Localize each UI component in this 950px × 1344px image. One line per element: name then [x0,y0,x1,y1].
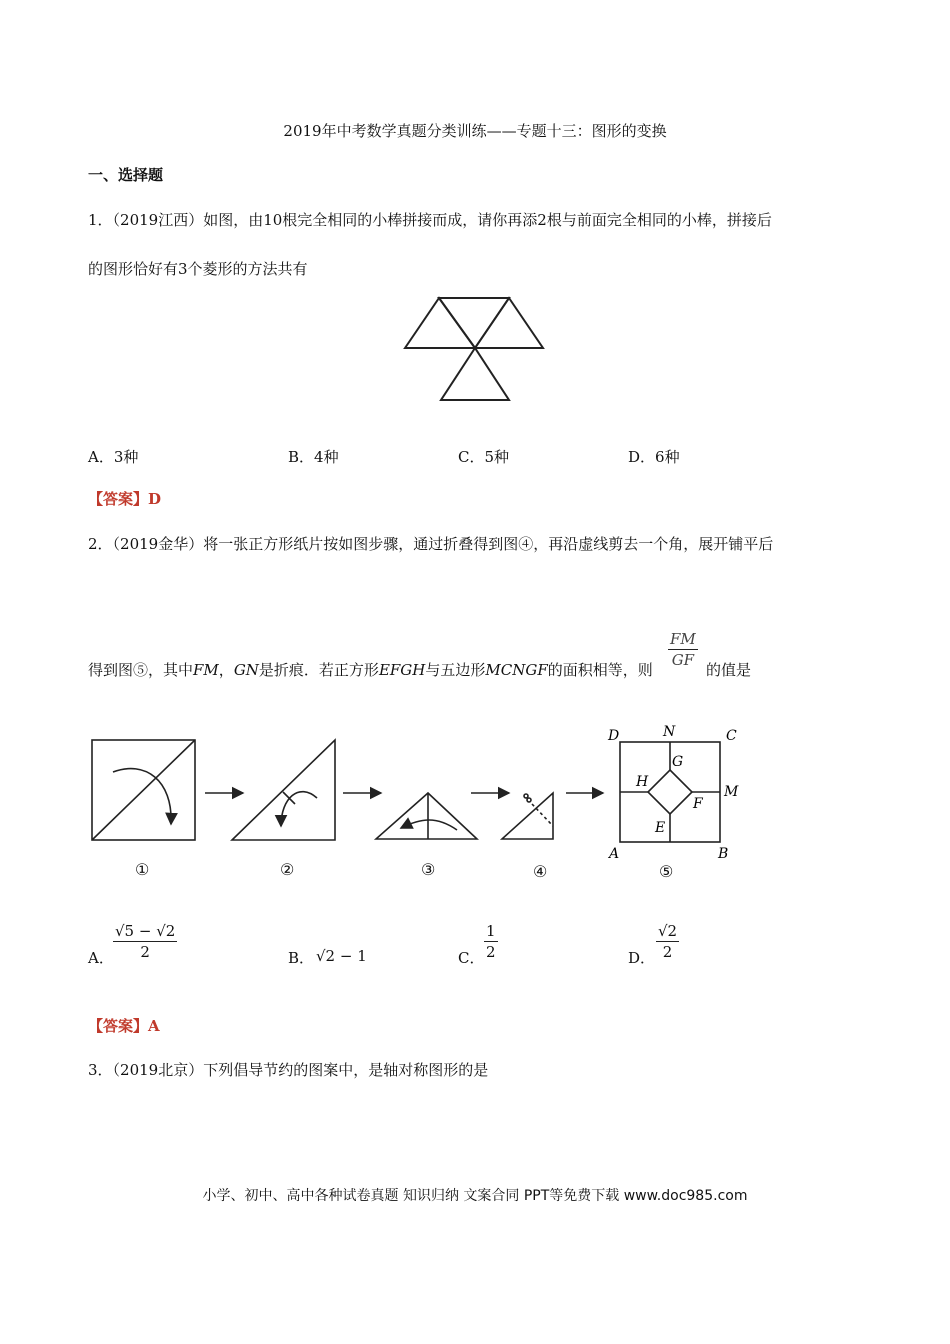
section-heading: 一、选择题 [88,166,164,184]
q2-text-e: 的值是 [706,661,752,679]
q2-option-c-num: 1 [486,922,496,940]
q2-text-c: 与五边形 [425,661,486,679]
q2-step-label-3: ③ [421,860,436,879]
label-m: M [724,784,739,800]
q2-option-d-fraction [656,922,679,961]
q2-answer-tag: 【答案】 [88,1017,149,1035]
q2-step-label-2: ② [280,860,295,879]
q2-text-d: 的面积相等，则 [547,661,653,679]
q2-text-mcngf: MCNGF [485,661,548,679]
label-d: D [608,728,620,744]
q1-answer [88,488,161,509]
q2-step-label-4: ④ [533,862,548,881]
q2-option-d-label: D． [628,949,656,967]
q2-text-b: 是折痕．若正方形 [258,661,379,679]
q1-option-d: D．6种 [628,448,680,466]
q1-text-line2: 的图形恰好有3个菱形的方法共有 [88,260,308,278]
q2-text-fm: FM [193,661,219,679]
q1-text-line1: 1．（2019江西）如图，由10根完全相同的小棒拼接而成，请你再添2根与前面完全相同的小棒，拼接后 [88,211,772,229]
page-title: 2019年中考数学真题分类训练——专题十三：图形的变换 [283,122,667,140]
q2-text-sep: ， [218,661,234,679]
label-c: C [726,728,737,744]
q1-option-b: B．4种 [288,448,339,466]
label-b: B [718,846,729,860]
q2-text-gn: GN [233,661,259,679]
label-a: A [609,846,620,860]
q2-frac-den: GF [671,651,695,669]
q2-option-a-num: √5 − √2 [115,922,176,940]
q2-option-d-num: √2 [658,922,678,940]
q2-option-a-label: A． [88,949,114,967]
label-n: N [663,724,676,740]
q2-option-b-value: √2 − 1 [316,947,367,965]
q2-answer-value: A [148,1017,160,1035]
q2-option-b-label: B． [288,949,315,967]
label-f: F [693,796,703,812]
q1-option-a: A．3种 [88,448,139,466]
label-g: G [672,754,684,770]
q2-text-line1: 2．（2019金华）将一张正方形纸片按如图步骤，通过折叠得到图④，再沿虚线剪去一个角，展开铺平后 [88,535,774,553]
label-h: H [636,774,649,790]
q2-figure-folding-steps [85,720,755,860]
q2-option-a-fraction [113,922,177,961]
q3-text-line1: 3．（2019北京）下列倡导节约的图案中，是轴对称图形的是 [88,1061,489,1079]
q2-option-a-den: 2 [140,943,150,961]
q2-fraction-fm-gf [668,630,698,669]
q2-text-a: 得到图⑤，其中 [88,661,194,679]
q1-answer-value: D [148,490,162,508]
q2-step-label-1: ① [135,860,150,879]
q1-option-c: C．5种 [458,448,510,466]
label-e: E [655,820,666,836]
q2-frac-num: FM [670,630,696,648]
q2-text-efgh: EFGH [378,661,426,679]
q2-answer [88,1015,160,1036]
q2-option-c-fraction [484,922,498,961]
q2-option-c-label: C． [458,949,485,967]
footer-text: 小学、初中、高中各种试卷真题 知识归纳 文案合同 PPT等免费下载 www.doc985.com [202,1188,748,1204]
q2-step-label-5: ⑤ [659,862,674,881]
q2-option-c-den: 2 [486,943,496,961]
q2-option-d-den: 2 [662,943,673,961]
q2-text-line2 [88,659,653,680]
q1-figure-triangles [395,290,555,410]
q1-answer-tag: 【答案】 [88,490,149,508]
